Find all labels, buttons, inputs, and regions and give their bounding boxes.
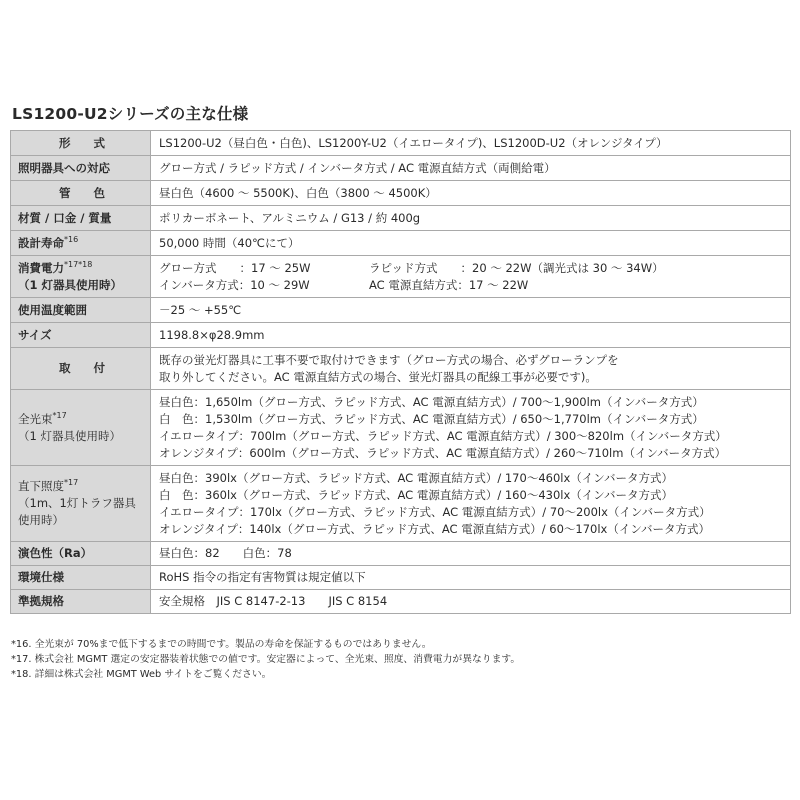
install-line: 既存の蛍光灯器具に工事不要で取付けできます（グロー方式の場合、必ずグローランプを (159, 352, 619, 367)
value-size: 1198.8×φ28.9mm (151, 323, 791, 348)
value-flux (151, 390, 791, 466)
footnote-ref-17: *17 (64, 478, 79, 488)
power-glow: グロー方式 ：17 ～ 25W (159, 260, 311, 275)
footnote-ref-17-18: *17*18 (64, 259, 93, 269)
value-power (151, 256, 791, 298)
label-temp: 使用温度範囲 (11, 298, 151, 323)
footnotes (11, 637, 791, 682)
power-line (159, 277, 782, 294)
label-power-text: 消費電力 (18, 260, 64, 275)
footnote-ref-17: *17 (52, 410, 67, 420)
row-fixture (11, 156, 791, 181)
value-model: LS1200-U2（昼白色・白色)、LS1200Y-U2（イエロータイプ)、LS1200D-U2（オレンジタイプ） (151, 131, 791, 156)
power-inverter: インバータ方式：10 ～ 29W (159, 277, 310, 292)
value-install (151, 348, 791, 390)
row-cri (11, 542, 791, 566)
value-illuminance (151, 466, 791, 542)
row-size (11, 323, 791, 348)
label-power-sub: （1 灯器具使用時） (18, 277, 123, 292)
label-illuminance-text: 直下照度 (18, 479, 64, 493)
power-line (159, 260, 782, 277)
label-standard: 準拠規格 (11, 590, 151, 614)
flux-line: 昼白色：1,650lm（グロー方式、ラピッド方式、AC 電源直結方式）/ 700～1,900lm（インバータ方式） (159, 394, 704, 409)
spec-table (10, 130, 791, 614)
row-temp (11, 298, 791, 323)
row-life (11, 231, 791, 256)
label-life (11, 231, 151, 256)
value-env: RoHS 指令の指定有害物質は規定値以下 (151, 566, 791, 590)
label-size: サイズ (11, 323, 151, 348)
illuminance-line: オレンジタイプ：140lx（グロー方式、ラピッド方式、AC 電源直結方式）/ 60～170lx（インバータ方式） (159, 521, 711, 536)
row-power (11, 256, 791, 298)
footnote-ref-16: *16 (64, 234, 79, 244)
power-ac-direct: AC 電源直結方式：17 ～ 22W (369, 277, 529, 292)
label-install: 取 付 (11, 348, 151, 390)
page-title: LS1200-U2シリーズの主な仕様 (12, 105, 249, 123)
value-material: ポリカーボネート、アルミニウム / G13 / 約 400g (151, 206, 791, 231)
illuminance-line: 白 色：360lx（グロー方式、ラピッド方式、AC 電源直結方式）/ 160～430lx（インバータ方式） (159, 487, 673, 502)
row-install (11, 348, 791, 390)
label-flux (11, 390, 151, 466)
label-illuminance-sub2: 使用時） (18, 513, 64, 527)
footnote-16: *16. 全光束が 70%まで低下するまでの時間です。製品の寿命を保証するものではありません。 (11, 639, 432, 650)
power-rapid: ラピッド方式 ：20 ～ 22W（調光式は 30 ～ 34W） (369, 260, 664, 275)
footnote-17: *17. 株式会社 MGMT 選定の安定器装着状態での値です。安定器によって、全光束、照度、消費電力が異なります。 (11, 654, 521, 665)
label-color: 管 色 (11, 181, 151, 206)
label-fixture: 照明器具への対応 (11, 156, 151, 181)
value-temp: －25 ～ +55℃ (151, 298, 791, 323)
label-power (11, 256, 151, 298)
value-cri: 昼白色：82 白色：78 (151, 542, 791, 566)
label-illuminance-sub: （1m、1灯トラフ器具 (18, 496, 136, 510)
label-flux-sub: （1 灯器具使用時） (18, 428, 121, 443)
value-standard: 安全規格 JIS C 8147-2-13 JIS C 8154 (151, 590, 791, 614)
row-material (11, 206, 791, 231)
flux-line: イエロータイプ：700lm（グロー方式、ラピッド方式、AC 電源直結方式）/ 300～820lm（インバータ方式） (159, 428, 727, 443)
row-color (11, 181, 791, 206)
footnote-18: *18. 詳細は株式会社 MGMT Web サイトをご覧ください。 (11, 669, 272, 680)
row-model (11, 131, 791, 156)
flux-line: 白 色：1,530lm（グロー方式、ラピッド方式、AC 電源直結方式）/ 650～1,770lm（インバータ方式） (159, 411, 704, 426)
flux-line: オレンジタイプ：600lm（グロー方式、ラピッド方式、AC 電源直結方式）/ 260～710lm（インバータ方式） (159, 445, 727, 460)
label-cri: 演色性（Ra） (11, 542, 151, 566)
value-fixture: グロー方式 / ラピッド方式 / インバータ方式 / AC 電源直結方式（両側給電） (151, 156, 791, 181)
label-illuminance (11, 466, 151, 542)
value-color: 昼白色（4600 ～ 5500K)、白色（3800 ～ 4500K） (151, 181, 791, 206)
illuminance-line: イエロータイプ：170lx（グロー方式、ラピッド方式、AC 電源直結方式）/ 70～200lx（インバータ方式） (159, 504, 711, 519)
label-material: 材質 / 口金 / 質量 (11, 206, 151, 231)
install-line: 取り外してください。AC 電源直結方式の場合、蛍光灯器具の配線工事が必要です)。 (159, 369, 597, 384)
label-env: 環境仕様 (11, 566, 151, 590)
row-env (11, 566, 791, 590)
row-illuminance (11, 466, 791, 542)
row-standard (11, 590, 791, 614)
row-flux (11, 390, 791, 466)
label-flux-text: 全光束 (18, 411, 53, 426)
label-model: 形 式 (11, 131, 151, 156)
label-life-text: 設計寿命 (18, 235, 64, 250)
value-life: 50,000 時間（40℃にて） (151, 231, 791, 256)
illuminance-line: 昼白色：390lx（グロー方式、ラピッド方式、AC 電源直結方式）/ 170～460lx（インバータ方式） (159, 470, 673, 485)
